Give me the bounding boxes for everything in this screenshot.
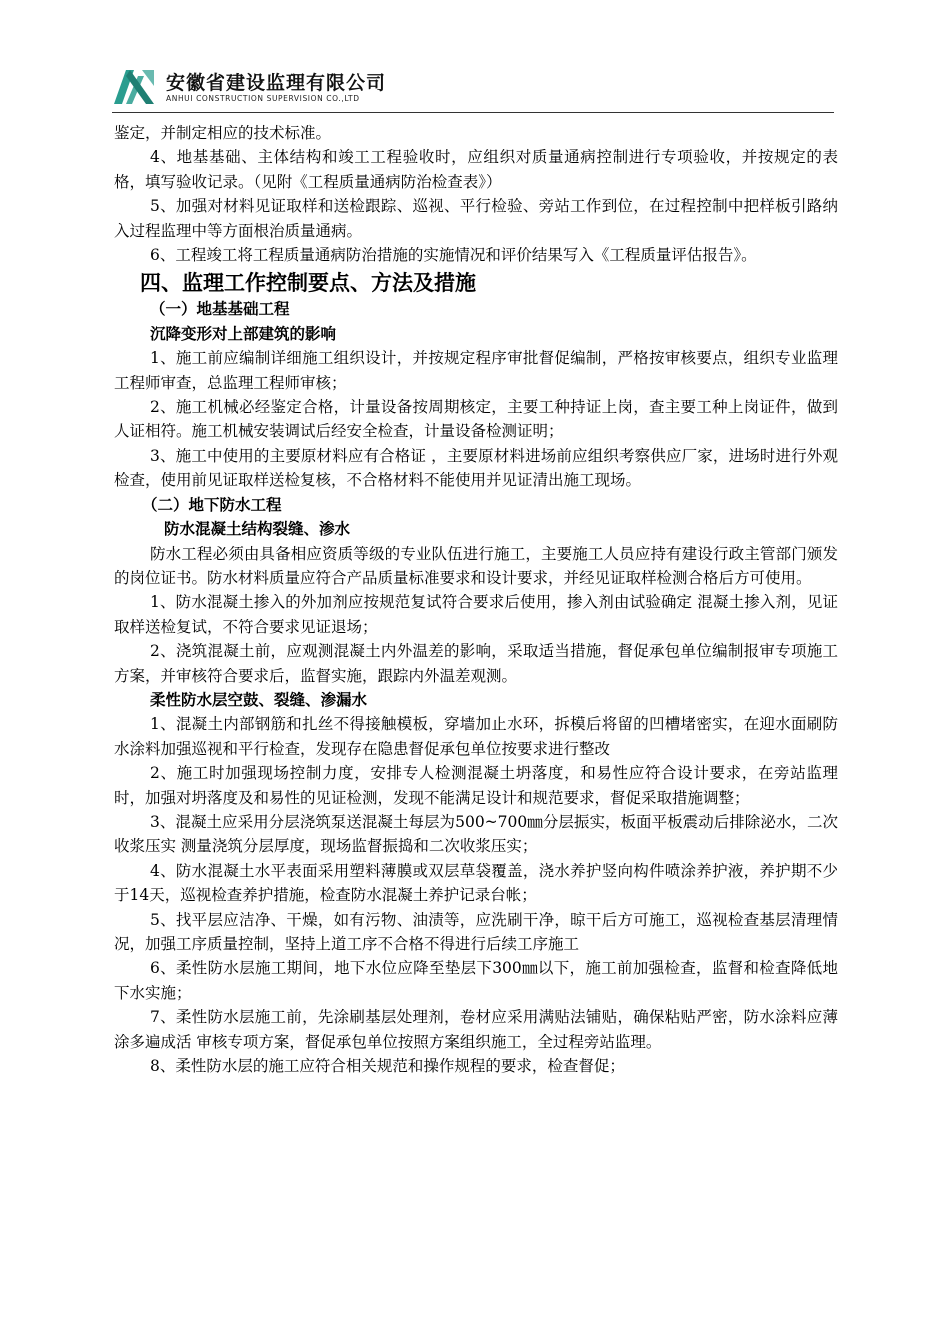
paragraph: 3、混凝土应采用分层浇筑泵送混凝土每层为500~700㎜分层振实，板面平板震动后排除泌水，二次收浆压实 测量浇筑分层厚度，现场监督振捣和二次收浆压实；: [114, 812, 838, 856]
paragraph: 7、柔性防水层施工前，先涂刷基层处理剂，卷材应采用满贴法铺贴，确保粘贴严密，防水涂料应薄涂多遍成活 审核专项方案，督促承包单位按照方案组织施工，全过程旁站监理。: [114, 1008, 838, 1051]
paragraph: 鉴定，并制定相应的技术标准。: [114, 124, 332, 142]
topic-heading: 防水混凝土结构裂缝、渗水: [164, 520, 351, 539]
paragraph: 6、工程竣工将工程质量通病防治措施的实施情况和评价结果写入《工程质量评估报告》。: [150, 246, 757, 265]
page-header: [112, 66, 832, 108]
subsection-heading: （二）地下防水工程: [142, 495, 282, 514]
section-heading: 四、监理工作控制要点、方法及措施: [140, 271, 476, 296]
paragraph: 4、防水混凝土水平表面采用塑料薄膜或双层草袋覆盖，浇水养护竖向构件喷涂养护液，养护期不少于14天，巡视检查养护措施，检查防水混凝土养护记录台帐；: [114, 861, 838, 905]
paragraph: 防水工程必须由具备相应资质等级的专业队伍进行施工，主要施工人员应持有建设行政主管部门颁发的岗位证书。防水材料质量应符合产品质量标准要求和设计要求，并经见证取样检测合格后方可使用。: [114, 544, 838, 587]
paragraph: 6、柔性防水层施工期间，地下水位应降至垫层下300㎜以下，施工前加强检查，监督和检查降低地下水实施；: [114, 959, 838, 1002]
paragraph: 5、加强对材料见证取样和送检跟踪、巡视、平行检验、旁站工作到位，在过程控制中把样板引路纳入过程监理中等方面根治质量通病。: [114, 197, 838, 240]
topic-heading: 柔性防水层空鼓、裂缝、渗漏水: [150, 690, 368, 709]
paragraph: 2、浇筑混凝土前，应观测混凝土内外温差的影响，采取适当措施，督促承包单位编制报审专项施工方案，并审核符合要求后，监督实施，跟踪内外温差观测。: [114, 642, 838, 685]
header-divider: [112, 112, 834, 113]
topic-heading: 沉降变形对上部建筑的影响: [150, 324, 337, 343]
paragraph: 5、找平层应洁净、干燥，如有污物、油渍等，应洗刷干净，晾干后方可施工，巡视检查基层清理情况，加强工序质量控制，坚持上道工序不合格不得进行后续工序施工: [114, 910, 838, 953]
company-name-cn: 安徽省建设监理有限公司: [166, 72, 387, 94]
paragraph: 4、地基基础、主体结构和竣工工程验收时，应组织对质量通病控制进行专项验收，并按规定的表格，填写验收记录。（见附《工程质量通病防治检查表》）: [114, 148, 838, 191]
paragraph: 2、施工时加强现场控制力度，安排专人检测混凝土坍落度，和易性应符合设计要求，在旁站监理时，加强对坍落度及和易性的见证检测，发现不能满足设计和规范要求，督促采取措施调整；: [114, 764, 838, 807]
company-name-en: ANHUI CONSTRUCTION SUPERVISION CO.,LTD: [166, 94, 360, 103]
paragraph: 8、柔性防水层的施工应符合相关规范和操作规程的要求，检查督促；: [150, 1057, 625, 1076]
document-body: [114, 121, 838, 1078]
company-logo-icon: [112, 66, 156, 106]
paragraph: 1、施工前应编制详细施工组织设计，并按规定程序审批督促编制，严格按审核要点，组织专业监理工程师审查，总监理工程师审核；: [114, 349, 838, 392]
paragraph: 2、施工机械必经鉴定合格，计量设备按周期核定，主要工种持证上岗，查主要工种上岗证件，做到人证相符。施工机械安装调试后经安全检查，计量设备检测证明；: [114, 398, 838, 441]
paragraph: 3、施工中使用的主要原材料应有合格证 ，主要原材料进场前应组织考察供应厂家，进场时进行外观检查，使用前见证取样送检复核，不合格材料不能使用并见证清出施工现场。: [114, 446, 838, 490]
paragraph: 1、混凝土内部钢筋和扎丝不得接触模板，穿墙加止水环，拆模后将留的凹槽堵密实，在迎水面刷防水涂料加强巡视和平行检查，发现存在隐患督促承包单位按要求进行整改: [114, 715, 838, 758]
paragraph: 1、防水混凝土掺入的外加剂应按规范复试符合要求后使用，掺入剂由试验确定 混凝土掺入剂，见证取样送检复试，不符合要求见证退场；: [114, 593, 838, 636]
subsection-heading: （一）地基基础工程: [150, 300, 290, 319]
